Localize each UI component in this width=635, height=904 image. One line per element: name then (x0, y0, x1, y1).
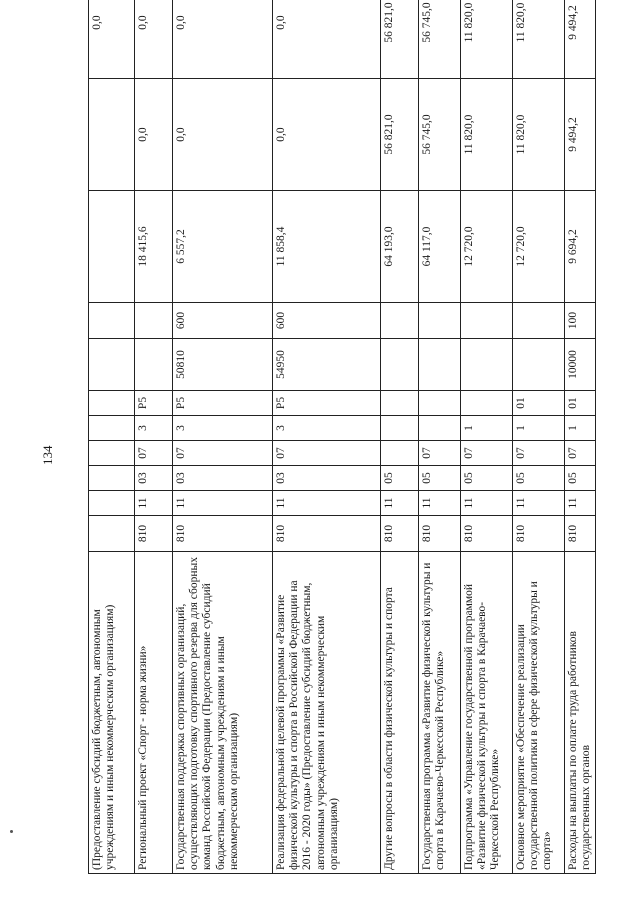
subsection-code: 05 (461, 466, 513, 491)
event-code: 01 (565, 391, 596, 416)
expense-code: 10000 (565, 339, 596, 391)
table-row (419, 0, 461, 874)
row-name: Реализация федеральной целевой программы «Развитие физической культуры и спорта в Российской Федерации на 2016 - 2020 годы» (Предоставление субсидий бюджетным, автономным учреждениям и иным некоммерческим организациям) (273, 552, 381, 874)
subsection-code: 05 (381, 466, 419, 491)
page-number: 134 (40, 445, 55, 465)
amount-3: 0,0 (173, 0, 273, 79)
section-code: 11 (565, 491, 596, 516)
vr-code (513, 303, 565, 339)
table-row (135, 0, 173, 874)
gr-code: 810 (381, 516, 419, 552)
vr-code (135, 303, 173, 339)
amount-2: 0,0 (273, 79, 381, 191)
total-amount: 9 694,2 (565, 191, 596, 303)
amount-2: 56 821,0 (381, 79, 419, 191)
gr-code: 810 (565, 516, 596, 552)
total-amount: 6 557,2 (173, 191, 273, 303)
table-row (565, 0, 596, 874)
expense-code (381, 339, 419, 391)
amount-3: 0,0 (89, 0, 135, 79)
program-code (89, 441, 135, 466)
vr-code (419, 303, 461, 339)
amount-3: 9 494,2 (565, 0, 596, 79)
section-code: 11 (513, 491, 565, 516)
row-name: Другие вопросы в области физической культуры и спорта (381, 552, 419, 874)
gr-code: 810 (419, 516, 461, 552)
subsection-code: 03 (273, 466, 381, 491)
gr-code: 810 (461, 516, 513, 552)
section-code: 11 (173, 491, 273, 516)
expense-code (419, 339, 461, 391)
table-body (89, 0, 596, 874)
section-code (89, 491, 135, 516)
table-row (461, 0, 513, 874)
gr-code: 810 (135, 516, 173, 552)
total-amount (89, 191, 135, 303)
vr-code (461, 303, 513, 339)
subsection-code (89, 466, 135, 491)
section-code: 11 (461, 491, 513, 516)
row-name: Подпрограмма «Управление государственной программой «Развитие физической культуры и спорта в Карачаево-Черкесской Республике» (461, 552, 513, 874)
program-code: 07 (419, 441, 461, 466)
gr-code (89, 516, 135, 552)
event-code (381, 391, 419, 416)
vr-code: 600 (273, 303, 381, 339)
subprogram-code (381, 416, 419, 441)
event-code: P5 (273, 391, 381, 416)
total-amount: 64 193,0 (381, 191, 419, 303)
amount-3: 0,0 (273, 0, 381, 79)
vr-code (381, 303, 419, 339)
expense-code (135, 339, 173, 391)
event-code: P5 (135, 391, 173, 416)
gr-code: 810 (273, 516, 381, 552)
row-name: Основное мероприятие «Обеспечение реализации государственной политики в сфере физической культуры и спорта» (513, 552, 565, 874)
vr-code (89, 303, 135, 339)
subprogram-code (419, 416, 461, 441)
section-code: 11 (381, 491, 419, 516)
subprogram-code: 1 (513, 416, 565, 441)
amount-3: 56 821,0 (381, 0, 419, 79)
table-row (381, 0, 419, 874)
row-name: Государственная поддержка спортивных организаций, осуществляющих подготовку спортивного резерва для сборных команд Российской Федерации (Предоставление субсидий бюджетным, автономным учреждениям и иным некоммерческим организациям) (173, 552, 273, 874)
section-code: 11 (419, 491, 461, 516)
total-amount: 18 415,6 (135, 191, 173, 303)
row-name: Региональный проект «Спорт - норма жизни» (135, 552, 173, 874)
subsection-code: 03 (173, 466, 273, 491)
total-amount: 64 117,0 (419, 191, 461, 303)
scan-speck (10, 830, 13, 833)
row-name: Государственная программа «Развитие физической культуры и спорта в Карачаево-Черкесской Республике» (419, 552, 461, 874)
amount-2: 9 494,2 (565, 79, 596, 191)
amount-2: 0,0 (135, 79, 173, 191)
amount-3: 0,0 (135, 0, 173, 79)
gr-code: 810 (173, 516, 273, 552)
subprogram-code: 3 (173, 416, 273, 441)
program-code: 07 (565, 441, 596, 466)
total-amount: 12 720,0 (513, 191, 565, 303)
subsection-code: 05 (419, 466, 461, 491)
expense-code: 50810 (173, 339, 273, 391)
vr-code: 600 (173, 303, 273, 339)
table-row (513, 0, 565, 874)
amount-2: 56 745,0 (419, 79, 461, 191)
table-row (173, 0, 273, 874)
event-code: 01 (513, 391, 565, 416)
event-code (461, 391, 513, 416)
total-amount: 11 858,4 (273, 191, 381, 303)
expense-code (513, 339, 565, 391)
expense-code: 54950 (273, 339, 381, 391)
event-code (419, 391, 461, 416)
subsection-code: 03 (135, 466, 173, 491)
program-code: 07 (461, 441, 513, 466)
amount-2: 0,0 (173, 79, 273, 191)
amount-2 (89, 79, 135, 191)
table-row (89, 0, 135, 874)
event-code: P5 (173, 391, 273, 416)
budget-table (88, 0, 596, 874)
program-code: 07 (513, 441, 565, 466)
row-name: Расходы на выплаты по оплате труда работников государственных органов (565, 552, 596, 874)
program-code (381, 441, 419, 466)
amount-3: 11 820,0 (513, 0, 565, 79)
subsection-code: 05 (513, 466, 565, 491)
event-code (89, 391, 135, 416)
row-name: (Предоставление субсидий бюджетным, автономным учреждениям и иным некоммерческим организациям) (89, 552, 135, 874)
expense-code (89, 339, 135, 391)
subprogram-code: 1 (565, 416, 596, 441)
expense-code (461, 339, 513, 391)
subprogram-code: 1 (461, 416, 513, 441)
program-code: 07 (273, 441, 381, 466)
amount-2: 11 820,0 (513, 79, 565, 191)
gr-code: 810 (513, 516, 565, 552)
subprogram-code: 3 (135, 416, 173, 441)
subprogram-code: 3 (273, 416, 381, 441)
subsection-code: 05 (565, 466, 596, 491)
total-amount: 12 720,0 (461, 191, 513, 303)
rotated-budget-table (88, 2, 596, 874)
section-code: 11 (273, 491, 381, 516)
program-code: 07 (135, 441, 173, 466)
section-code: 11 (135, 491, 173, 516)
subprogram-code (89, 416, 135, 441)
table-row (273, 0, 381, 874)
vr-code: 100 (565, 303, 596, 339)
program-code: 07 (173, 441, 273, 466)
amount-3: 56 745,0 (419, 0, 461, 79)
amount-3: 11 820,0 (461, 0, 513, 79)
amount-2: 11 820,0 (461, 79, 513, 191)
